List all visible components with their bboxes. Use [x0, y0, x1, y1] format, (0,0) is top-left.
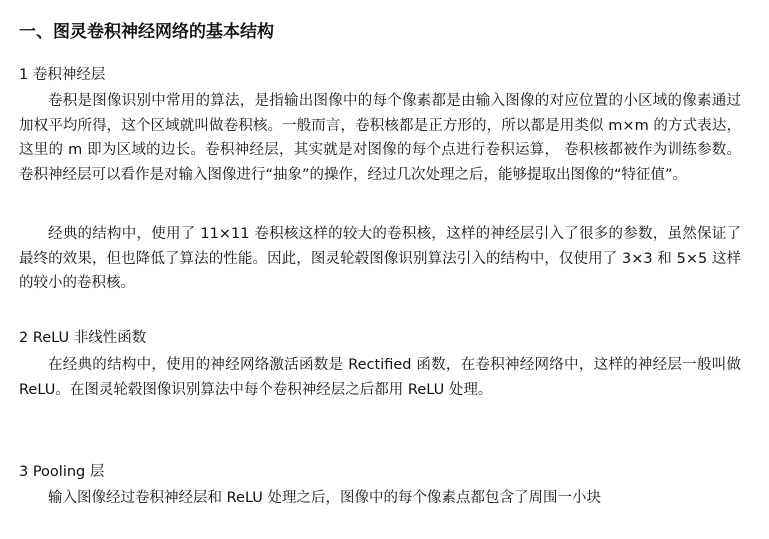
section-heading-pooling: 3 Pooling 层 [19, 464, 105, 480]
paragraph-convolution-definition: 卷积是图像识别中常用的算法，是指输出图像中的每个像素都是由输入图像的对应位置的小区域的像素通过加权平均所得，这个区域就叫做卷积核。一般而言，卷积核都是正方形的，所以都是用类似 m×m 的方式表达，这里的 m 即为区域的边长。卷积神经层，其实就是对图像的每个点进行卷积运算， 卷积核都被作为训练参数。卷积神经层可以看作是对输入图像进行“抽象”的操作，经过几次处理之后，能够提取出图像的“特征值”。 [19, 93, 741, 183]
section-heading-relu: 2 ReLU 非线性函数 [19, 330, 147, 346]
section-heading-convolution: 1 卷积神经层 [19, 67, 106, 83]
paragraph-pooling: 输入图像经过卷积神经层和 ReLU 处理之后，图像中的每个像素点都包含了周围一小块 [48, 490, 602, 506]
paragraph-convolution-kernel-size: 经典的结构中，使用了 11×11 卷积核这样的较大的卷积核，这样的神经层引入了很多的参数，虽然保证了最终的效果，但也降低了算法的性能。因此，图灵轮毂图像识别算法引入的结构中，仅使用了 3×3 和 5×5 这样的较小的卷积核。 [19, 226, 741, 291]
paragraph-relu: 在经典的结构中，使用的神经网络激活函数是 Rectified 函数，在卷积神经网络中，这样的神经层一般叫做 ReLU。在图灵轮毂图像识别算法中每个卷积神经层之后都用 ReLU 处理。 [19, 357, 741, 398]
document-title: 一、图灵卷积神经网络的基本结构 [19, 22, 274, 42]
